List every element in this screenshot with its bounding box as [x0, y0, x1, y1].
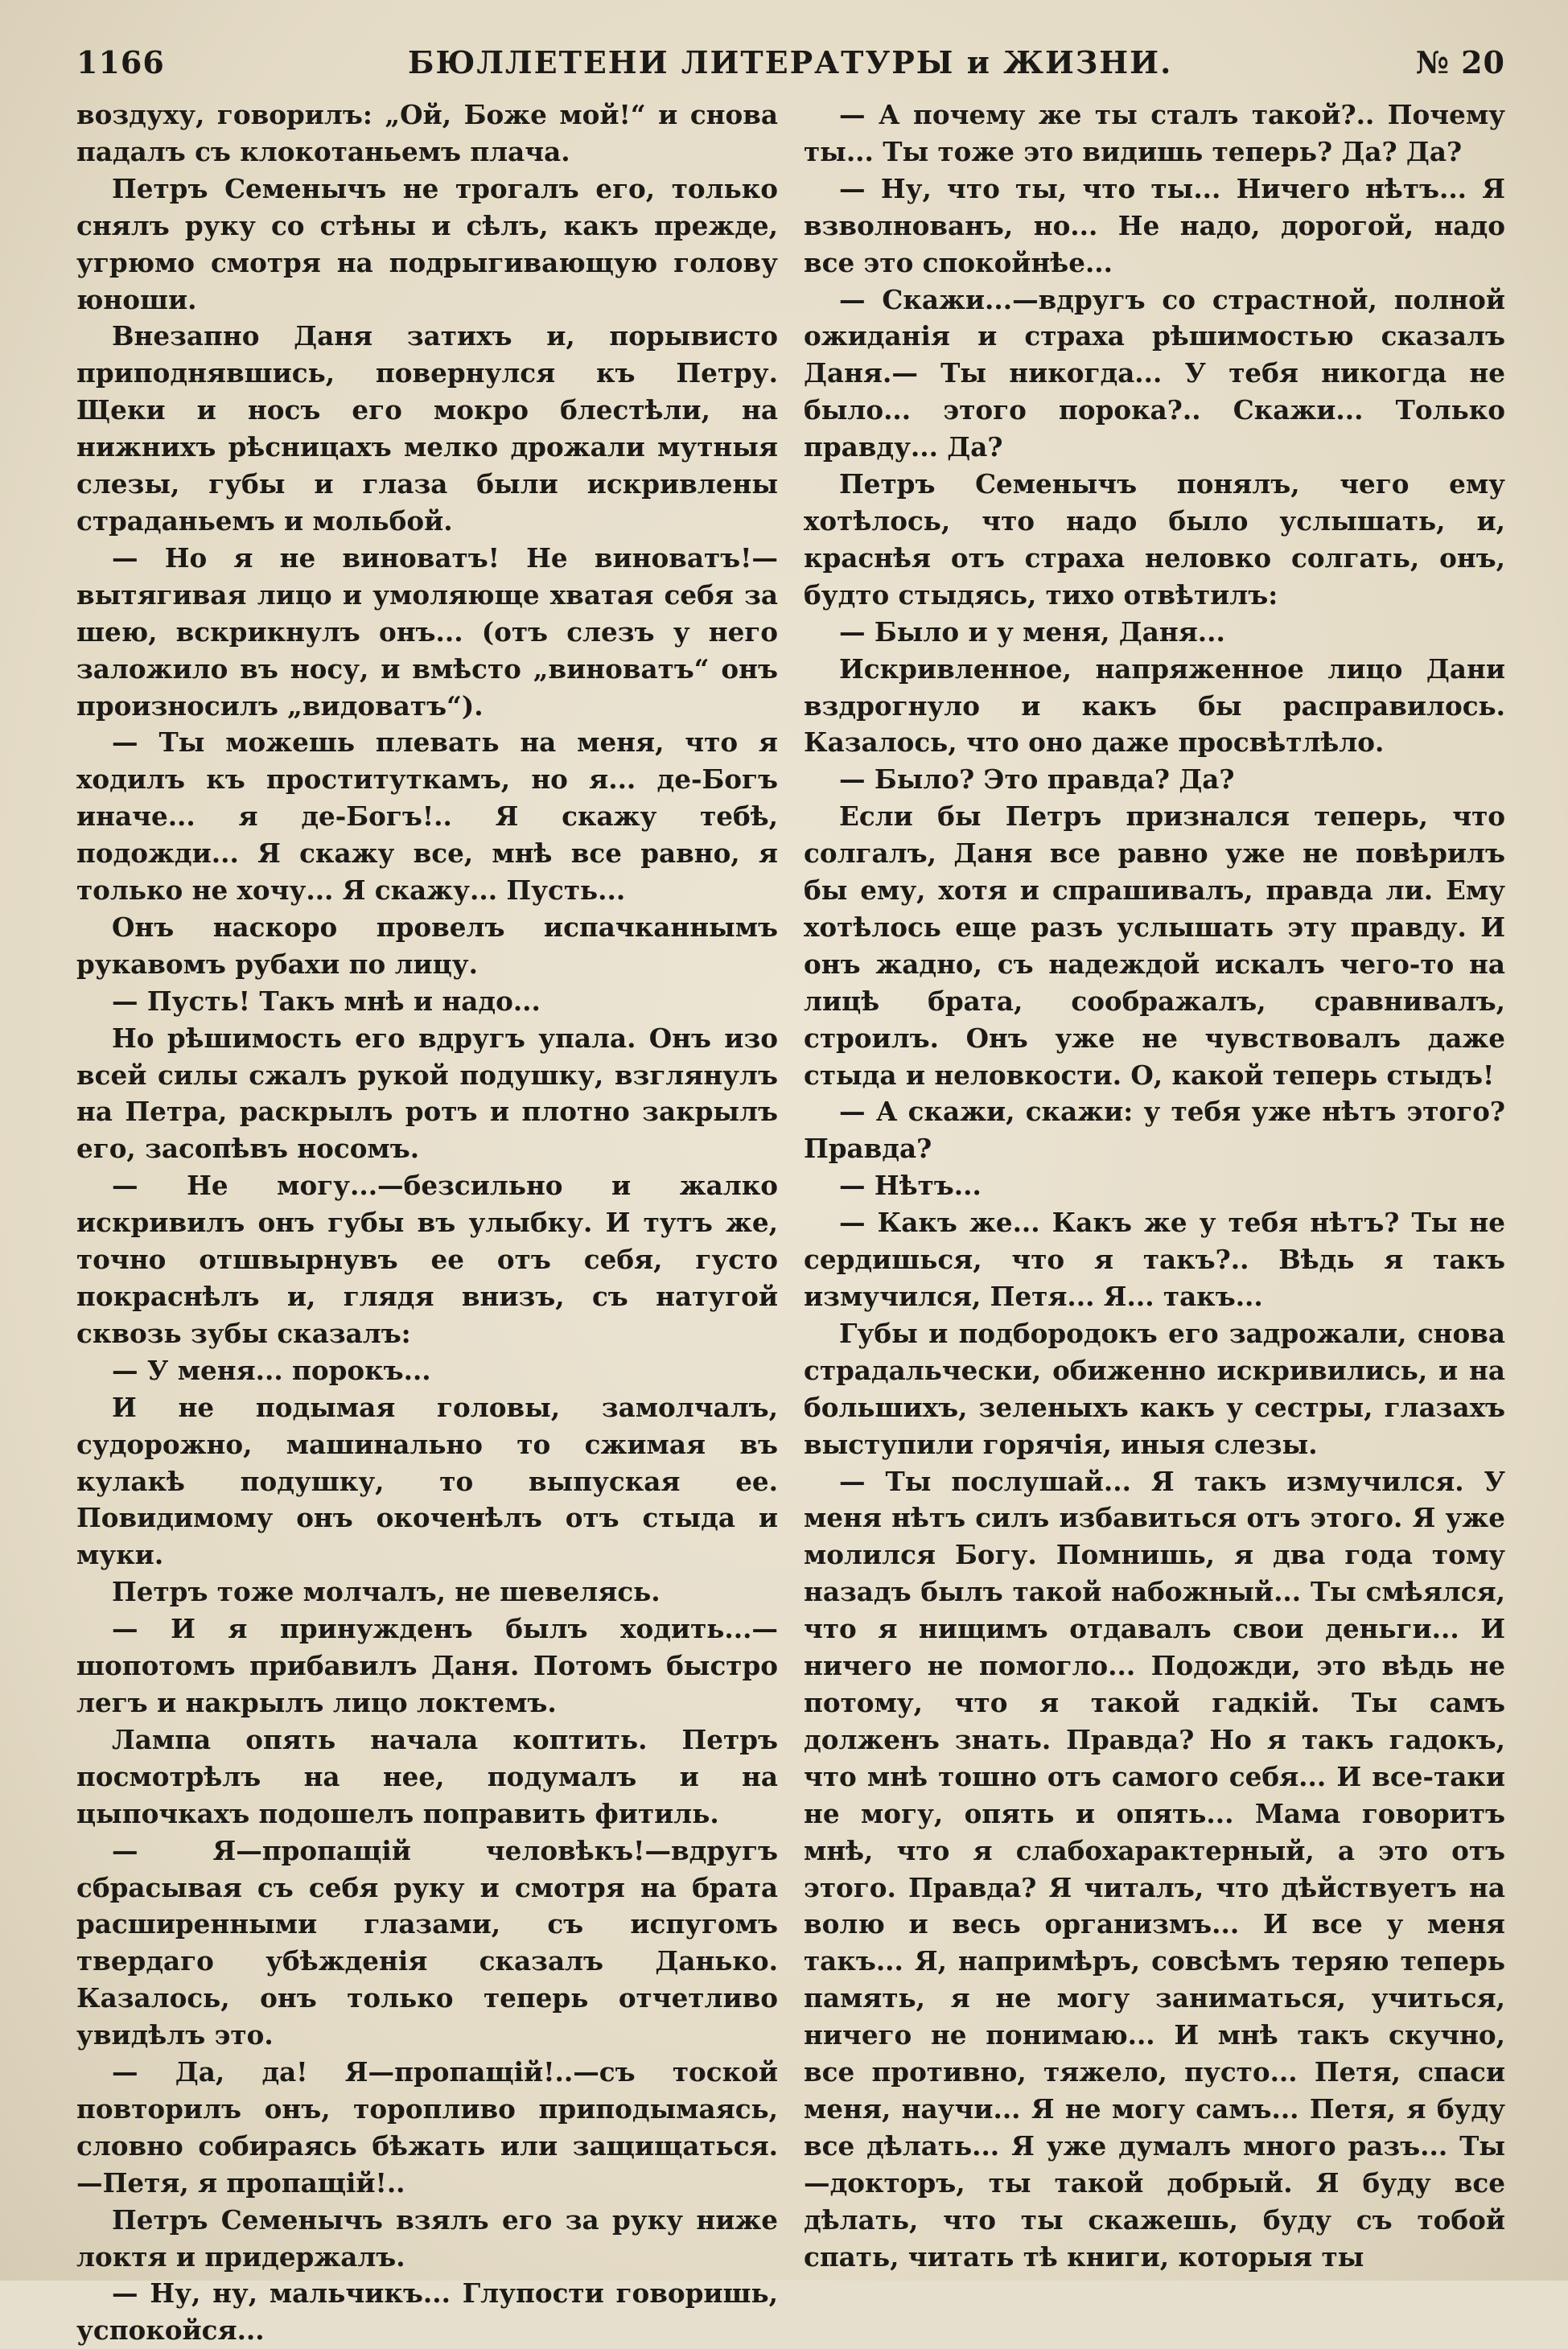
paragraph: Лампа опять начала коптить. Петръ посмотрѣлъ на нее, подумалъ и на цыпочкахъ подошелъ поправить фитиль. — [76, 1723, 778, 1829]
paragraph: — Я—пропащій человѣкъ!—вдругъ сбрасывая съ себя руку и смотря на брата расширенными глазами, съ испугомъ твердаго убѣжденія сказалъ Данько. Казалось, онъ только теперь отчетливо увидѣлъ это. — [76, 1834, 778, 2051]
paragraph: — Было и у меня, Даня... — [839, 615, 1225, 648]
text-columns — [76, 97, 1505, 2349]
paragraph: — Ты можешь плевать на меня, что я ходилъ къ проституткамъ, но я... де-Богъ иначе... я де-Богъ!.. Я скажу тебѣ, подожди... Я скажу все, мнѣ все равно, я только не хочу... Я скажу... Пусть... — [76, 726, 778, 907]
paragraph: — Да, да! Я—пропащій!..—съ тоской повторилъ онъ, торопливо приподымаясь, словно собираясь бѣжать или защищаться.—Петя, я пропащій!.. — [76, 2056, 778, 2199]
paragraph: — Но я не виноватъ! Не виноватъ!—вытягивая лицо и умоляюще хватая себя за шею, вскрикнулъ онъ... (отъ слезъ у него заложило въ носу, и вмѣсто „виноватъ“ онъ произносилъ „видоватъ“). — [76, 541, 778, 722]
journal-title: БЮЛЛЕТЕНИ ЛИТЕРАТУРЫ и ЖИЗНИ. — [408, 44, 1173, 80]
paragraph: Если бы Петръ признался теперь, что солгалъ, Даня все равно уже не повѣрилъ бы ему, хотя и спрашивалъ, правда ли. Ему хотѣлось еще разъ услышать эту правду. И онъ жадно, съ надеждой искалъ чего-то на лицѣ брата, соображалъ, сравнивалъ, строилъ. Онъ уже не чувствовалъ даже стыда и неловкости. О, какой теперь стыдъ! — [804, 800, 1505, 1091]
paragraph: Петръ тоже молчалъ, не шевелясь. — [112, 1576, 661, 1608]
paragraph: Но рѣшимость его вдругъ упала. Онъ изо всей силы сжалъ рукой подушку, взглянулъ на Петра, раскрылъ ротъ и плотно закрылъ его, засопѣвъ носомъ. — [76, 1022, 778, 1165]
paragraph: Онъ наскоро провелъ испачканнымъ рукавомъ рубахи по лицу. — [76, 911, 778, 980]
paragraph: — Ну, что ты, что ты... Ничего нѣтъ... Я взволнованъ, но... Не надо, дорогой, надо все это спокойнѣе... — [804, 172, 1505, 278]
paragraph: — Скажи...—вдругъ со страстной, полной ожиданія и страха рѣшимостью сказалъ Даня.— Ты никогда... У тебя никогда не было... этого порока?.. Скажи... Только правду... Да? — [804, 283, 1505, 463]
paragraph: И не подымая головы, замолчалъ, судорожно, машинально то сжимая въ кулакѣ подушку, то выпуская ее. Повидимому онъ окоченѣлъ отъ стыда и муки. — [76, 1391, 778, 1571]
paragraph: — Какъ же... Какъ же у тебя нѣтъ? Ты не сердишься, что я такъ?.. Вѣдь я такъ измучился, Петя... Я... такъ... — [804, 1207, 1505, 1312]
paragraph: Петръ Семенычъ взялъ его за руку ниже локтя и придержалъ. — [76, 2203, 778, 2273]
paragraph: Искривленное, напряженное лицо Дани вздрогнуло и какъ бы расправилось. Казалось, что оно даже просвѣтлѣло. — [804, 652, 1505, 759]
left-column — [76, 97, 778, 2349]
running-header — [76, 44, 1505, 80]
paragraph: Петръ Семенычъ понялъ, чего ему хотѣлось, что надо было услышать, и, краснѣя отъ страха неловко солгать, онъ, будто стыдясь, тихо отвѣтилъ: — [804, 468, 1505, 611]
paragraph: воздуху, говорилъ: „Ой, Боже мой!“ и снова падалъ съ клокотаньемъ плача. — [76, 99, 778, 167]
paragraph: — Нѣтъ... — [839, 1170, 982, 1202]
paragraph: — У меня... порокъ... — [112, 1354, 431, 1386]
paragraph: — Не могу...—безсильно и жалко искривилъ онъ губы въ улыбку. И тутъ же, точно отшвырнувъ ее отъ себя, густо покраснѣлъ и, глядя внизъ, съ натугой сквозь зубы сказалъ: — [76, 1170, 778, 1349]
issue-number: № 20 — [1415, 44, 1505, 80]
paragraph: Петръ Семенычъ не трогалъ его, только снялъ руку со стѣны и сѣлъ, какъ прежде, угрюмо смотря на подрыгивающую голову юноши. — [76, 172, 778, 315]
paragraph: — Было? Это правда? Да? — [839, 763, 1235, 796]
page-number: 1166 — [76, 44, 165, 80]
paragraph: Внезапно Даня затихъ и, порывисто приподнявшись, повернулся къ Петру. Щеки и носъ его мокро блестѣли, на нижнихъ рѣсницахъ мелко дрожали мутныя слезы, губы и глаза были искривлены страданьемъ и мольбой. — [76, 320, 778, 537]
paragraph: — А скажи, скажи: у тебя уже нѣтъ этого? Правда? — [804, 1096, 1505, 1165]
paragraph: — И я принужденъ былъ ходить...—шопотомъ прибавилъ Даня. Потомъ быстро легъ и накрылъ лицо локтемъ. — [76, 1613, 778, 1718]
paragraph: Губы и подбородокъ его задрожали, снова страдальчески, обиженно искривились, и на большихъ, зеленыхъ какъ у сестры, глазахъ выступили горячія, иныя слезы. — [804, 1317, 1505, 1460]
paragraph: — Ну, ну, мальчикъ... Глупости говоришь, успокойся... — [76, 2277, 778, 2347]
paragraph: — Пусть! Такъ мнѣ и надо... — [112, 985, 541, 1017]
right-column — [804, 97, 1505, 2349]
paragraph: — А почему же ты сталъ такой?.. Почему ты... Ты тоже это видишь теперь? Да? Да? — [804, 99, 1505, 167]
paragraph: — Ты послушай... Я такъ измучился. У меня нѣтъ силъ избавиться отъ этого. Я уже молился Богу. Помнишь, я два года тому назадъ былъ такой набожный... Ты смѣялся, что я нищимъ отдавалъ свои деньги... И ничего не помогло... Подожди, это вѣдь не потому, что я такой гадкій. Ты самъ долженъ знать. Правда? Но я такъ гадокъ, что мнѣ тошно отъ самого себя... И все-таки не могу, опять и опять... Мама говоритъ мнѣ, что я слабохарактерный, а это отъ этого. Правда? Я читалъ, что дѣйствуетъ на волю и весь организмъ... И все у меня такъ... Я, напримѣръ, совсѣмъ теряю теперь память, я не могу заниматься, учиться, ничего не понимаю... И мнѣ такъ скучно, все противно, тяжело, пусто... Петя, спаси меня, научи... Я не могу самъ... Петя, я буду все дѣлать... Я уже думалъ много разъ... Ты—докторъ, ты такой добрый. Я буду все дѣлать, что ты скажешь, буду съ тобой спать, читать тѣ книги, которыя ты — [804, 1465, 1505, 2273]
